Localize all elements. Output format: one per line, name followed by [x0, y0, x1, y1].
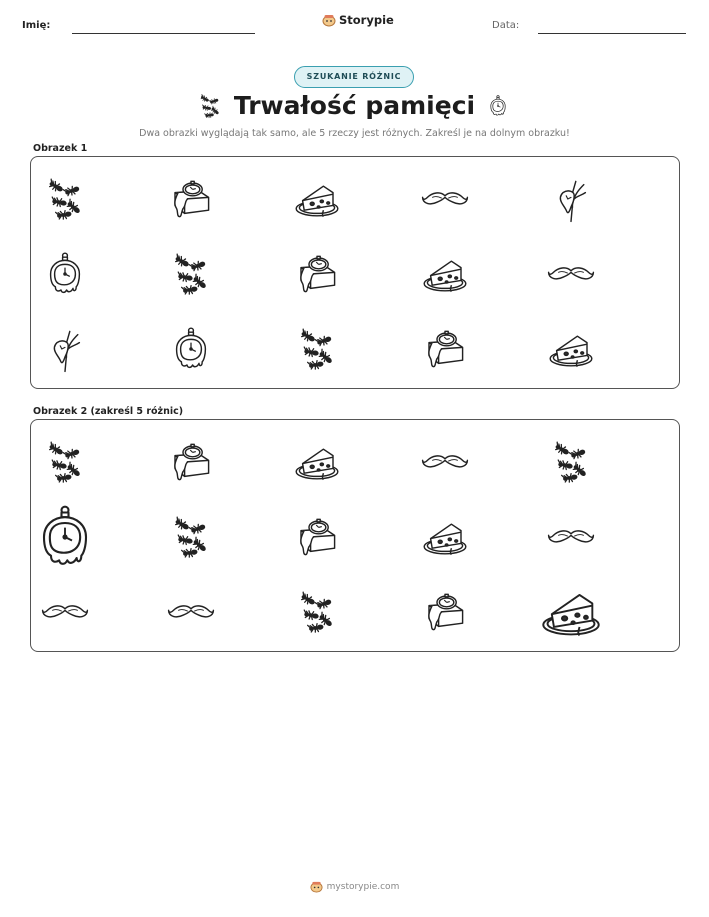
melting-clock-tree-icon [544, 175, 598, 223]
ants-icon[interactable] [544, 438, 598, 486]
cheese-icon[interactable] [290, 438, 344, 486]
mustache-icon[interactable] [418, 438, 472, 486]
cheese-icon[interactable] [531, 580, 611, 644]
picture1-label: Obrazek 1 [33, 143, 88, 154]
melting-clock-box-icon[interactable] [418, 588, 472, 636]
cheese-icon[interactable] [418, 513, 472, 561]
ants-icon[interactable] [38, 438, 92, 486]
melting-clock-box-icon[interactable] [290, 513, 344, 561]
mustache-icon [544, 250, 598, 298]
ants-icon [164, 250, 218, 298]
melting-clock-box-icon [418, 325, 472, 373]
melting-clock-icon [486, 92, 510, 120]
instructions: Dwa obrazki wyglądają tak samo, ale 5 rzeczy jest różnych. Zakreśl je na dolnym obrazku! [139, 128, 570, 139]
pie-mascot-icon [310, 880, 323, 893]
cheese-icon [290, 175, 344, 223]
ants-icon[interactable] [164, 513, 218, 561]
date-line[interactable] [538, 33, 686, 34]
ants-icon[interactable] [290, 588, 344, 636]
brand-name: Storypie [339, 13, 394, 27]
picture2-label: Obrazek 2 (zakreśl 5 różnic) [33, 406, 184, 417]
brand-logo [322, 13, 394, 27]
ants-icon [290, 325, 344, 373]
cheese-icon [544, 325, 598, 373]
cheese-icon [418, 250, 472, 298]
pie-mascot-icon [322, 13, 336, 27]
melting-pocket-watch-icon [164, 325, 218, 373]
footer-url: mystorypie.com [326, 881, 400, 892]
mustache-icon [418, 175, 472, 223]
category-badge: SZUKANIE RÓŻNIC [294, 66, 414, 88]
mustache-icon[interactable] [164, 588, 218, 636]
footer [0, 880, 709, 893]
melting-clock-box-icon [164, 175, 218, 223]
picture1-panel [30, 156, 680, 389]
melting-clock-box-icon[interactable] [164, 438, 218, 486]
picture2-panel[interactable] [30, 419, 680, 652]
mustache-icon[interactable] [544, 513, 598, 561]
ants-icon [38, 175, 92, 223]
melting-clock-tree-icon [38, 325, 92, 373]
melting-pocket-watch-icon [38, 250, 92, 298]
name-line[interactable] [72, 33, 255, 34]
mustache-icon[interactable] [38, 588, 92, 636]
name-label: Imię: [22, 20, 51, 31]
page-title: Trwałość pamięci [233, 91, 476, 120]
date-label: Data: [492, 20, 520, 31]
melting-clock-box-icon [290, 250, 344, 298]
melting-pocket-watch-icon[interactable] [30, 501, 100, 573]
